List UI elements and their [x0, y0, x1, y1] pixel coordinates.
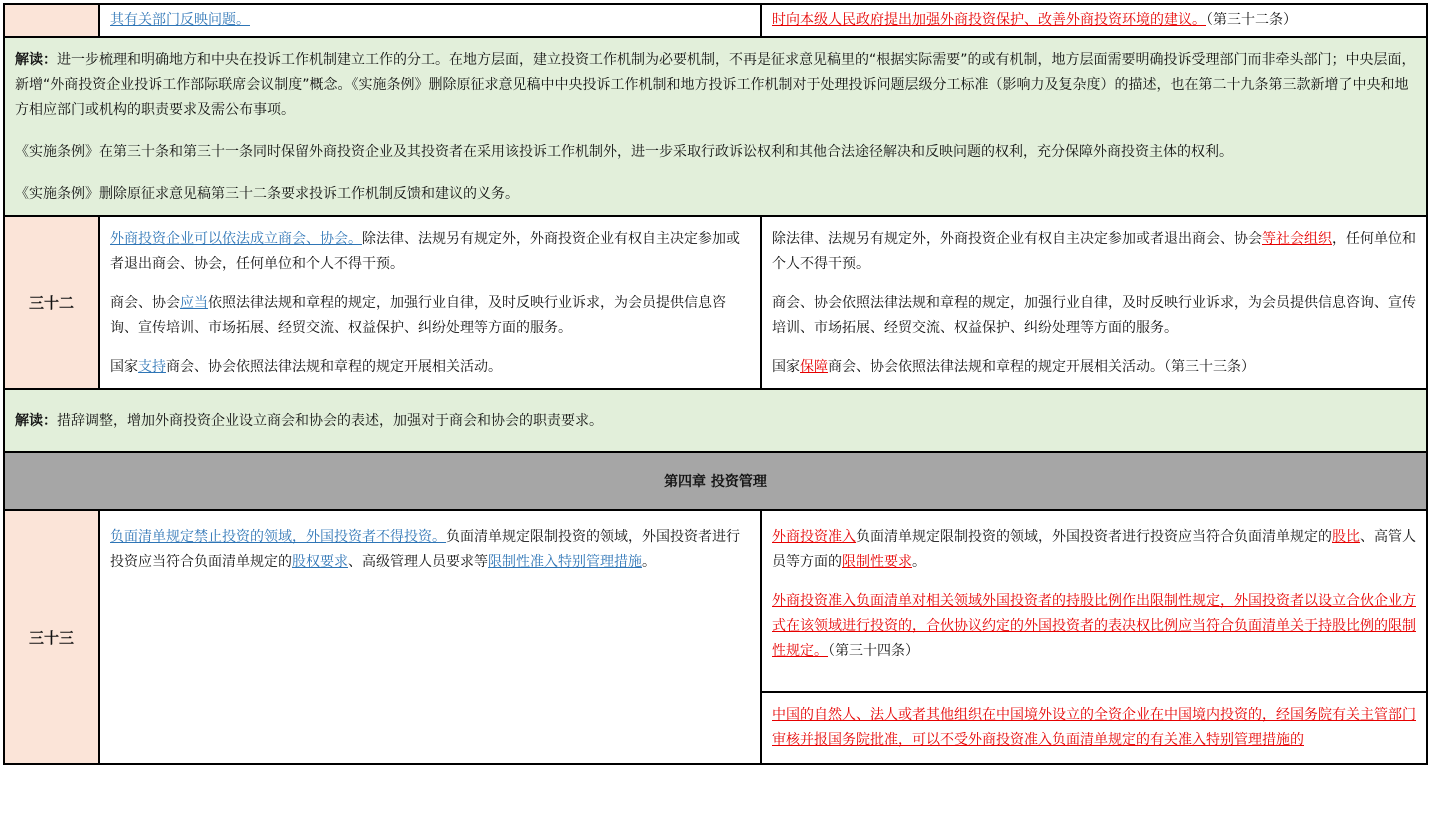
regulation-comparison-table: [3, 3, 1428, 765]
final-text-change: 保障: [800, 359, 828, 375]
interpretation-paragraph: 解读：进一步梳理和明确地方和中央在投诉工作机制建立工作的分工。在地方层面，建立投资工作机制为必要机制，不再是征求意见稿里的“根据实际需要”的或有机制，地方层面需要明确投诉受理部门而非牵头部门；中央层面，新增“外商投资企业投诉工作部际联席会议制度”概念。《实施条例》删除原征求意见稿中中央投诉工作机制和地方投诉工作机制对于处理投诉问题层级分工标准（影响力及复杂度）的描述，也在第二十九条第三款新增了中央和地方相应部门或机构的职责要求及需公布事项。: [15, 52, 1416, 118]
table-row: [4, 4, 1427, 37]
interpretation-label: 解读：: [15, 52, 57, 68]
interpretation-block: [4, 37, 1427, 216]
article-number-cell: 三十二: [4, 216, 99, 389]
draft-text-change: 支持: [138, 359, 166, 375]
final-text-change: 限制性要求: [842, 554, 912, 570]
article-number-cell: [4, 4, 99, 37]
final-text-change: 股比: [1332, 529, 1360, 545]
draft-text-change: 负面清单规定禁止投资的领域，外国投资者不得投资。: [110, 529, 446, 545]
final-text-cell: 外商投资准入负面清单规定限制投资的领域，外国投资者进行投资应当符合负面清单规定的股比、高管人员等方面的限制性要求。 外商投资准入负面清单对相关领域外国投资者的持股比例作出限制性规定，外国投资者以设立合伙企业方式在该领域进行投资的，合伙协议约定的外国投资者的表决权比例应当符合负面清单关于持股比例的限制性规定。（第三十四条）: [761, 510, 1427, 692]
draft-text-change: 股权要求: [292, 554, 348, 570]
draft-text-change: 应当: [180, 295, 208, 311]
table-row: [4, 452, 1427, 510]
final-text-change: 中国的自然人、法人或者其他组织在中国境外设立的全资企业在中国境内投资的，经国务院有关主管部门审核并报国务院批准，可以不受外商投资准入负面清单规定的有关准入特别管理措施的: [772, 707, 1416, 748]
final-text-change: 等社会组织: [1262, 231, 1332, 247]
draft-text-cell: [99, 4, 761, 37]
article-reference: （第三十二条）: [1206, 12, 1297, 28]
final-text-cell: [761, 4, 1427, 37]
final-text-cell: [761, 692, 1427, 764]
article-number-cell: 三十三: [4, 510, 99, 764]
final-text-cell: 除法律、法规另有规定外，外商投资企业有权自主决定参加或者退出商会、协会等社会组织，任何单位和个人不得干预。 商会、协会依照法律法规和章程的规定，加强行业自律，及时反映行业诉求，为会员提供信息咨询、宣传培训、市场拓展、经贸交流、权益保护、纠纷处理等方面的服务。 国家保障商会、协会依照法律法规和章程的规定开展相关活动。（第三十三条）: [761, 216, 1427, 389]
chapter-heading: 第四章 投资管理: [4, 452, 1427, 510]
article-reference: （第三十四条）: [828, 643, 919, 659]
table-row: [4, 389, 1427, 452]
final-text-change: 外商投资准入: [772, 529, 856, 545]
final-text-change: 外商投资准入负面清单对相关领域外国投资者的持股比例作出限制性规定，外国投资者以设立合伙企业方式在该领域进行投资的，合伙协议约定的外国投资者的表决权比例应当符合负面清单关于持股比例的限制性规定。: [772, 593, 1416, 659]
draft-text-cell: 负面清单规定禁止投资的领域，外国投资者不得投资。负面清单规定限制投资的领域，外国投资者进行投资应当符合负面清单规定的股权要求、高级管理人员要求等限制性准入特别管理措施。: [99, 510, 761, 764]
interpretation-paragraph: 《实施条例》在第三十条和第三十一条同时保留外商投资企业及其投资者在采用该投诉工作机制外，进一步采取行政诉讼权利和其他合法途径解决和反映问题的权利，充分保障外商投资主体的权利。: [15, 144, 1233, 160]
draft-text-change: 限制性准入特别管理措施: [488, 554, 642, 570]
interpretation-label: 解读：: [15, 413, 57, 429]
table-row: [4, 37, 1427, 216]
interpretation-block: 解读：措辞调整，增加外商投资企业设立商会和协会的表述，加强对于商会和协会的职责要求。: [4, 389, 1427, 452]
table-row: [4, 216, 1427, 389]
interpretation-paragraph: 《实施条例》删除原征求意见稿第三十二条要求投诉工作机制反馈和建议的义务。: [15, 186, 519, 202]
draft-text-change: 外商投资企业可以依法成立商会、协会。: [110, 231, 362, 247]
draft-text-cell: 外商投资企业可以依法成立商会、协会。除法律、法规另有规定外，外商投资企业有权自主决定参加或者退出商会、协会，任何单位和个人不得干预。 商会、协会应当依照法律法规和章程的规定，加强行业自律，及时反映行业诉求，为会员提供信息咨询、宣传培训、市场拓展、经贸交流、权益保护、纠纷处理等方面的服务。 国家支持商会、协会依照法律法规和章程的规定开展相关活动。: [99, 216, 761, 389]
table-row: [4, 510, 1427, 692]
draft-text-change: 其有关部门反映问题。: [110, 12, 250, 28]
final-text-change: 时向本级人民政府提出加强外商投资保护、改善外商投资环境的建议。: [772, 12, 1206, 28]
